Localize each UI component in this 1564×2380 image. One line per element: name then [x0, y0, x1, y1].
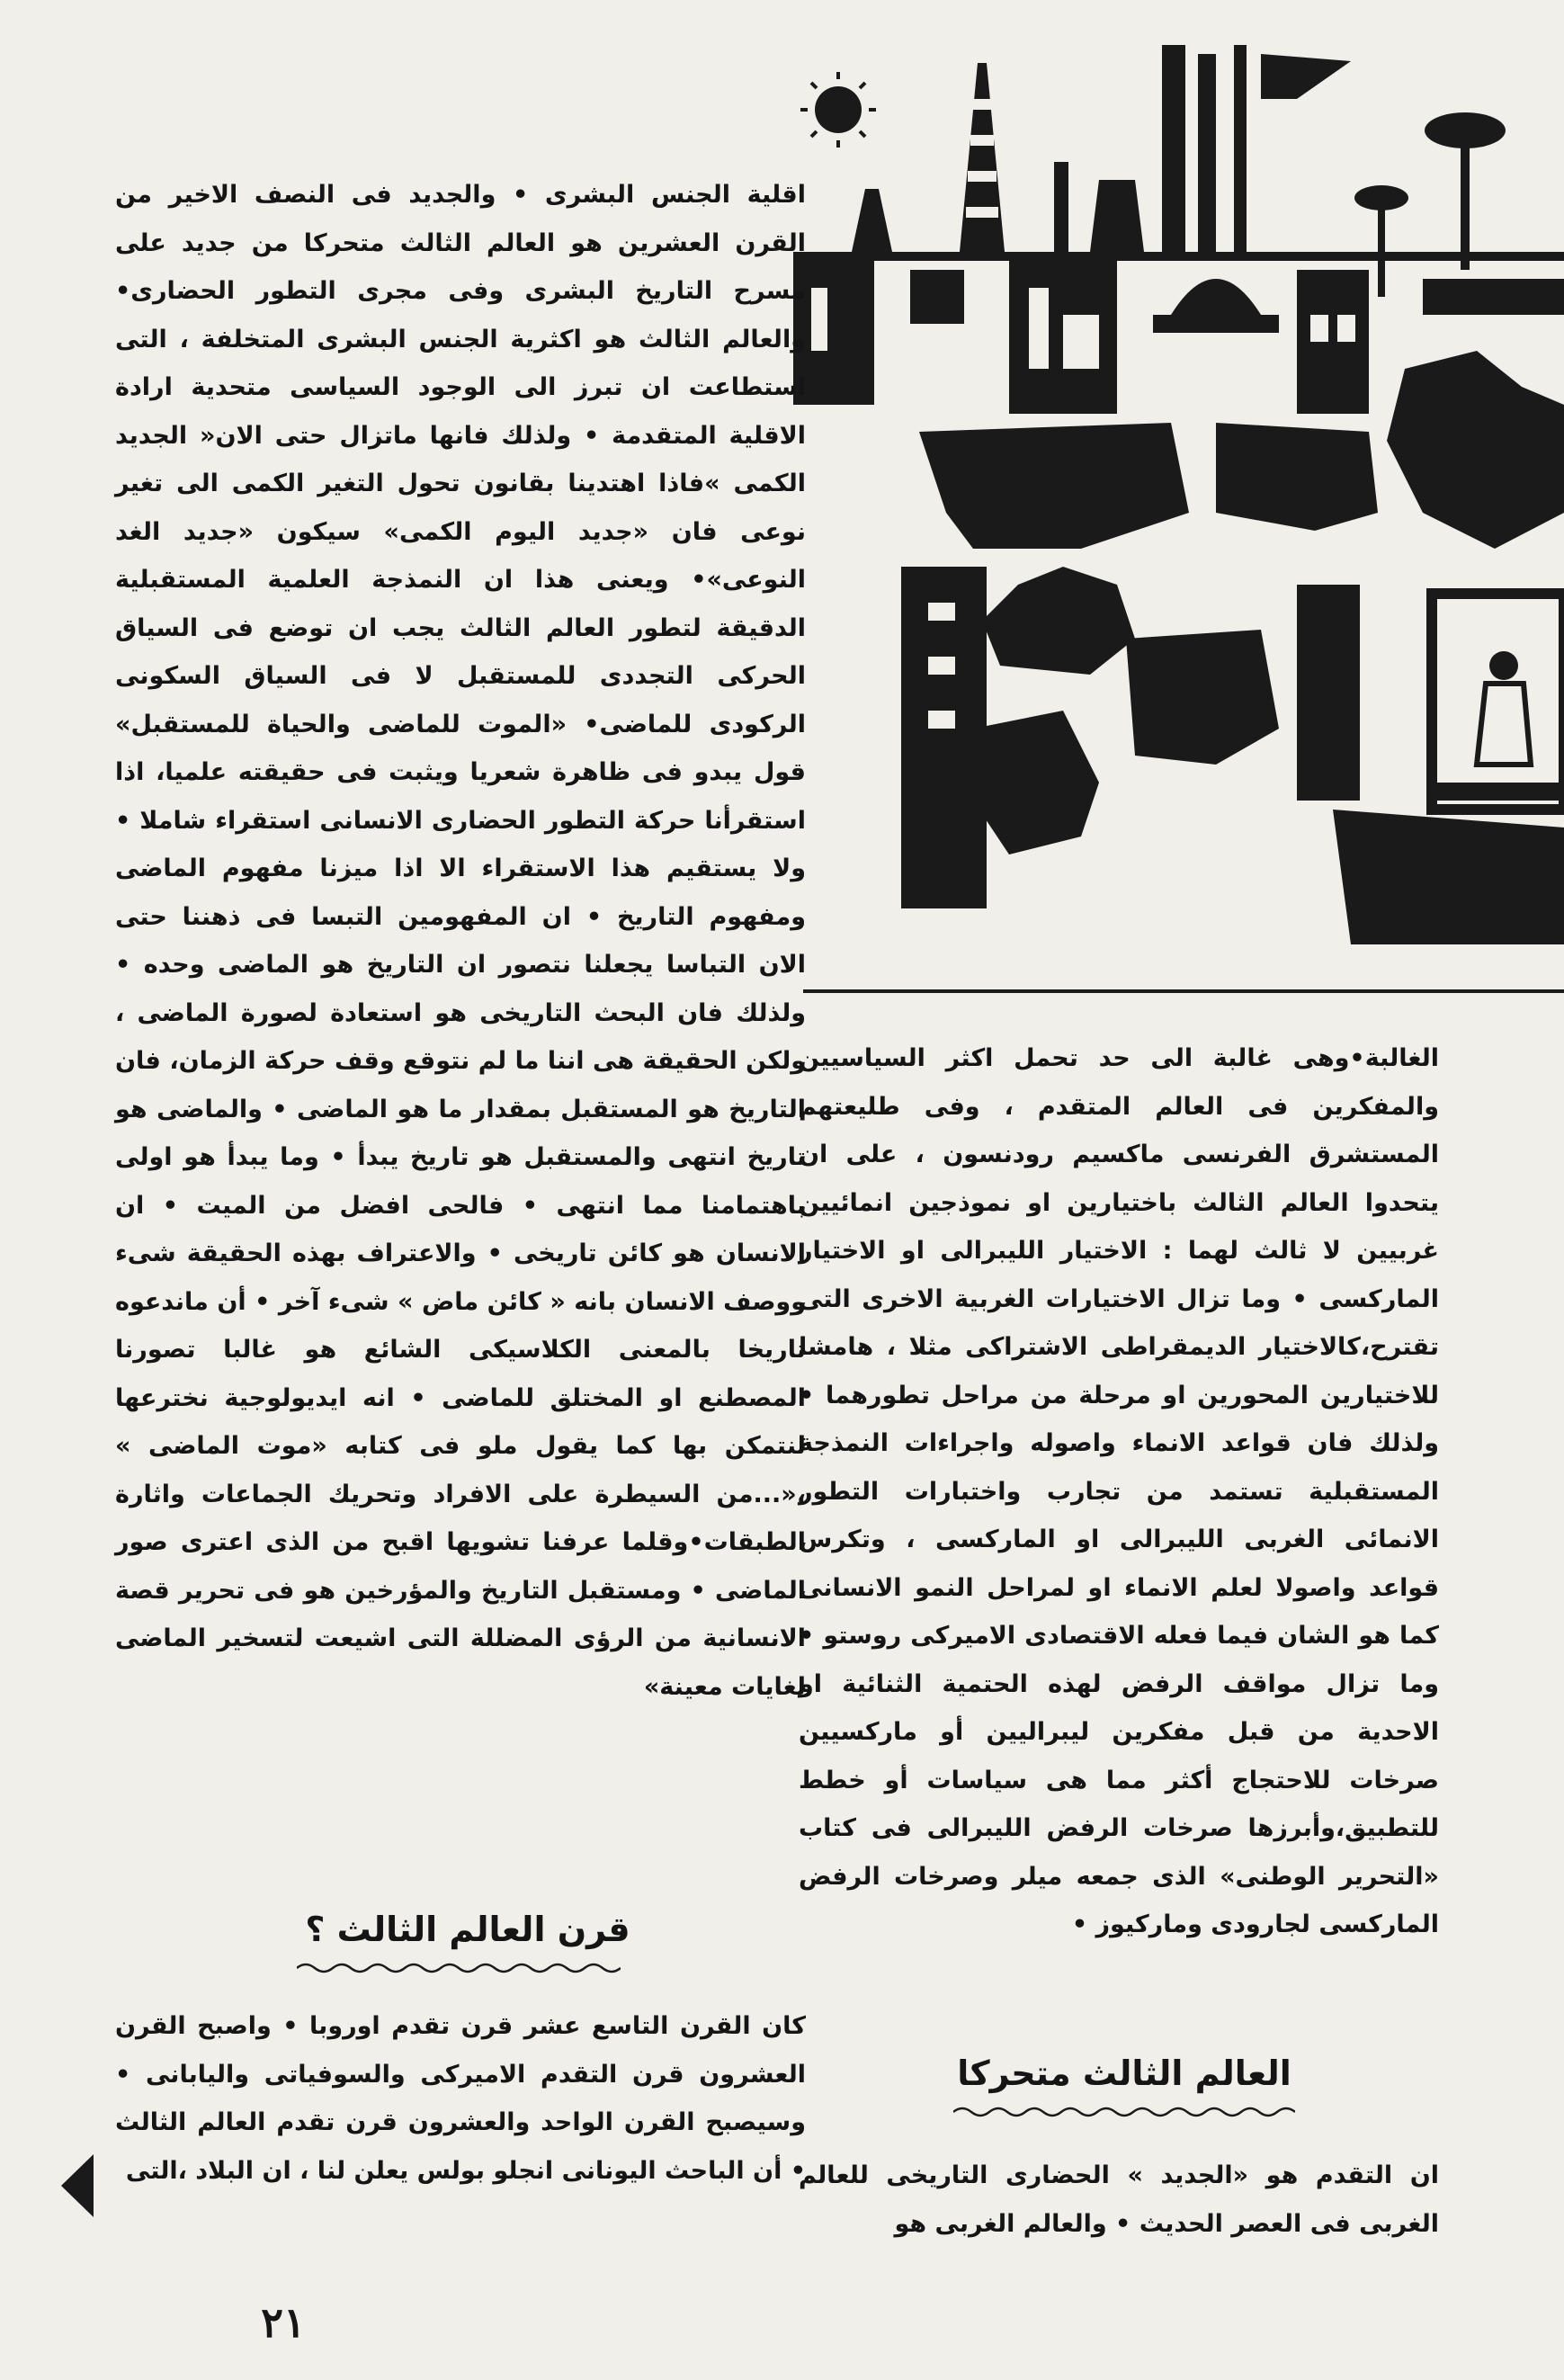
article-right-column — [799, 1034, 1439, 1949]
heading-underline-squiggle — [953, 2105, 1295, 2119]
section-heading-third-world-century: قرن العالم الثالث ؟ — [305, 1910, 630, 1949]
section-divider-rule — [803, 989, 1564, 993]
article-left-column — [115, 171, 806, 1711]
section-heading-third-world-moving: العالم الثالث متحركا — [957, 2053, 1291, 2093]
article-paragraph: الغالبة•وهى غالبة الى حد تحمل اكثر السياسيين والمفكرين فى العالم المتقدم ، وفى طليعتهم المستشرق الفرنسى ماكسيم رودنسون ، على ان يتحدوا العالم الثالث باختيارين او نموذجين انمائيين غربيين لا ثالث لهما : الاختيار الليبرالى او الاختيار الماركسى • وما تزال الاختيارات الغربية الاخرى التى تقترح،كالاختيار الديمقراطى الاشتراكى مثلا ، هامشا للاختيارين المحورين او مرحلة من مراحل تطورهما • ولذلك فان قواعد الانماء واصوله واجراءات النمذجة المستقبلية تستمد من تجارب واختبارات التطور الانمائى الغربى الليبرالى او الماركسى ، وتكرس قواعد واصولا لعلم الانماء او لمراحل النمو الانسانى كما هو الشان فيما فعله الاقتصادى الاميركى روستو • وما تزال مواقف الرفض لهذه الحتمية الثنائية او الاحدية من قبل مفكرين ليبراليين أو ماركسيين صرخات للاحتجاج أكثر مما هى سياسات أو خطط للتطبيق،وأبرزها صرخات الرفض الليبرالى فى كتاب «التحرير الوطنى» الذى جمعه ميلر وصرخات الرفض الماركسى لجارودى وماركيوز • — [799, 1044, 1439, 1938]
article-right-column-continued — [799, 2152, 1439, 2248]
triangle-left-icon[interactable] — [61, 2154, 94, 2217]
woodcut-illustration — [793, 45, 1564, 948]
page-number: ٢١ — [261, 2298, 306, 2347]
article-paragraph: ان التقدم هو «الجديد » الحضارى التاريخى للعالم الغربى فى العصر الحديث • والعالم الغربى هو — [799, 2161, 1439, 2238]
article-left-column-continued — [115, 2002, 806, 2195]
article-paragraph: اقلية الجنس البشرى • والجديد فى النصف الاخير من القرن العشرين هو العالم الثالث متحركا من جديد على مسرح التاريخ البشرى وفى مجرى التطور الحضارى• والعالم الثالث هو اكثرية الجنس البشرى المتخلفة ، التى استطاعت ان تبرز الى الوجود السياسى متحدية ارادة الاقلية المتقدمة • ولذلك فانها ماتزال حتى الان« الجديد الكمى »فاذا اهتدينا بقانون تحول التغير الكمى الى تغير نوعى فان «جديد اليوم الكمى» سيكون «جديد الغد النوعى»• ويعنى هذا ان النمذجة العلمية المستقبلية الدقيقة لتطور العالم الثالث يجب ان توضع فى السياق الحركى التجددى للمستقبل لا فى السياق السكونى الركودى للماضى• «الموت للماضى والحياة للمستقبل» قول يبدو فى ظاهرة شعريا ويثبت فى حقيقته علميا، اذا استقرأنا حركة التطور الحضارى الانسانى استقراء شاملا • ولا يستقيم هذا الاستقراء الا اذا ميزنا مفهوم الماضى ومفهوم التاريخ • ان المفهومين التبسا فى ذهننا حتى الان التباسا يجعلنا نتصور ان التاريخ هو الماضى وحده • ولذلك فان البحث التاريخى هو استعادة لصورة الماضى ، ولكن الحقيقة هى اننا ما لم نتوقع وقف حركة الزمان، فان التاريخ هو المستقبل بمقدار ما هو الماضى • والماضى هو تاريخ انتهى والمستقبل هو تاريخ يبدأ • وما يبدأ هو اولى باهتمامنا مما انتهى • فالحى افضل من الميت • ان الانسان هو كائن تاريخى • والاعتراف بهذه الحقيقة شىء ووصف الانسان بانه « كائن ماض » شىء آخر • أن ماندعوه تاريخا بالمعنى الكلاسيكى الشائع هو غالبا تصورنا المصطنع او المختلق للماضى • انه ايديولوجية نخترعها لنتمكن بها كما يقول ملو فى كتابه «موت الماضى » ،«...من السيطرة على الافراد وتحريك الجماعات واثارة الطبقات•وقلما عرفنا تشويها اقبح من الذى اعترى صور الماضى • ومستقبل التاريخ والمؤرخين هو فى تحرير قصة الانسانية من الرؤى المضللة التى اشيعت لتسخير الماضى لغايات معينة» — [115, 181, 806, 1701]
heading-underline-squiggle — [297, 1961, 621, 1975]
woodcut-illustration-icon — [793, 45, 1564, 944]
article-paragraph: كان القرن التاسع عشر قرن تقدم اوروبا • واصبح القرن العشرون قرن التقدم الاميركى والسوفياتى واليابانى • وسيصبح القرن الواحد والعشرون قرن تقدم العالم الثالث • أن الباحث اليونانى انجلو بولس يعلن لنا ، ان البلاد ،التى — [115, 2012, 806, 2185]
